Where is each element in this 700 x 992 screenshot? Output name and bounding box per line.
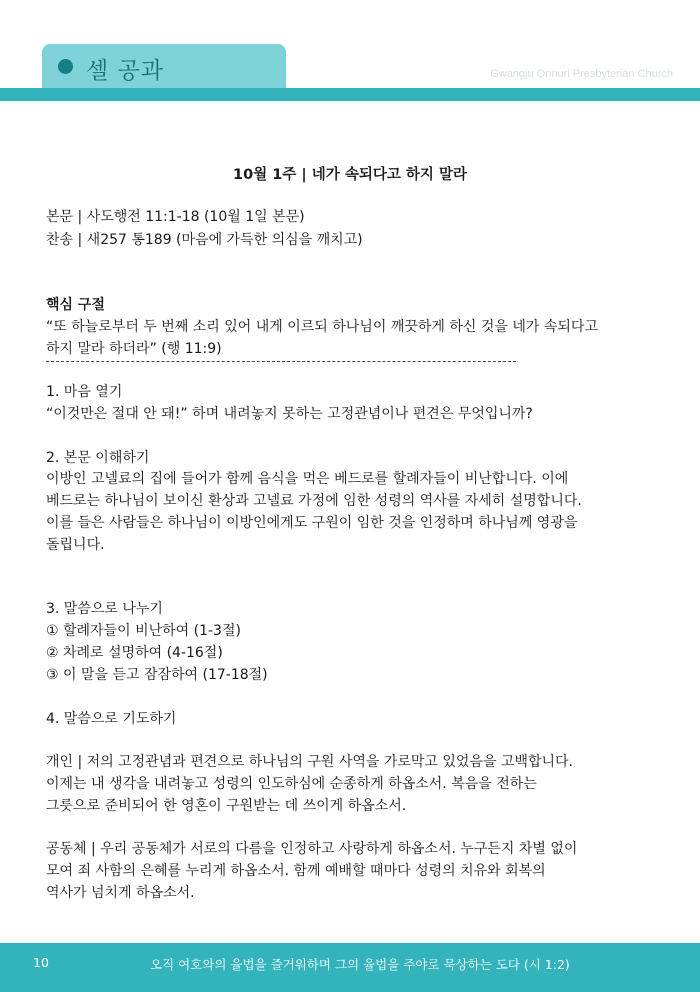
section-text: 돌립니다. bbox=[46, 537, 105, 553]
church-name: Gwangju Onnuri Presbyterian Church bbox=[490, 68, 673, 80]
header-tab bbox=[42, 44, 286, 90]
section-heading: 1. 마음 열기 bbox=[46, 384, 123, 400]
footer-bar bbox=[0, 943, 700, 992]
section-heading: 4. 말씀으로 기도하기 bbox=[46, 711, 177, 727]
section-text: 이를 들은 사람들은 하나님이 이방인에게도 구원이 임한 것을 인정하며 하나님께 영광을 bbox=[46, 515, 578, 531]
bullet-dot-icon bbox=[58, 59, 73, 74]
prayer-personal-line: 개인 | 저의 고정관념과 편견으로 하나님의 구원 사역을 가로막고 있었음을 고백합니다. bbox=[46, 754, 574, 770]
lesson-title: 10월 1주 | 네가 속되다고 하지 말라 bbox=[233, 167, 467, 183]
section-heading: 2. 본문 이해하기 bbox=[46, 450, 150, 466]
section-text: 이방인 고넬료의 집에 들어가 함께 음식을 먹은 베드로를 할례자들이 비난합니다. 이에 bbox=[46, 471, 569, 487]
dashed-divider bbox=[46, 361, 516, 362]
list-item: ② 차례로 설명하여 (4-16절) bbox=[46, 645, 223, 661]
key-verse-heading: 핵심 구절 bbox=[46, 297, 105, 313]
page-number: 10 bbox=[33, 955, 49, 970]
section-heading: 3. 말씀으로 나누기 bbox=[46, 601, 163, 617]
key-verse-line: 하지 말라 하더라” (행 11:9) bbox=[46, 341, 222, 357]
section-text: “이것만은 절대 안 돼!” 하며 내려놓지 못하는 고정관념이나 편견은 무엇입니까? bbox=[46, 406, 533, 422]
header-title: 셀 공과 bbox=[86, 58, 164, 84]
prayer-community-line: 공동체 | 우리 공동체가 서로의 다름을 인정하고 사랑하게 하옵소서. 누구든지 차별 없이 bbox=[46, 841, 578, 857]
key-verse-line: “또 하늘로부터 두 번째 소리 있어 내게 이르되 하나님이 깨끗하게 하신 것을 네가 속되다고 bbox=[46, 319, 598, 335]
prayer-personal-line: 이제는 내 생각을 내려놓고 성령의 인도하심에 순종하게 하옵소서. 복음을 전하는 bbox=[46, 776, 537, 792]
list-item: ① 할례자들이 비난하여 (1-3절) bbox=[46, 623, 241, 639]
prayer-community-line: 모여 죄 사함의 은혜를 누리게 하옵소서. 함께 예배할 때마다 성령의 치유와 회복의 bbox=[46, 863, 546, 879]
prayer-community-line: 역사가 넘치게 하옵소서. bbox=[46, 885, 195, 901]
footer-verse: 오직 여호와의 율법을 즐거워하며 그의 율법을 주야로 묵상하는 도다 (시 1:2) bbox=[150, 957, 570, 972]
list-item: ③ 이 말을 듣고 잠잠하여 (17-18절) bbox=[46, 667, 268, 683]
scripture-line: 본문 | 사도행전 11:1-18 (10월 1일 본문) bbox=[46, 209, 305, 225]
prayer-personal-line: 그릇으로 준비되어 한 영혼이 구원받는 데 쓰이게 하옵소서. bbox=[46, 798, 407, 814]
header-bar bbox=[0, 88, 700, 101]
hymn-line: 찬송 | 새257 통189 (마음에 가득한 의심을 깨치고) bbox=[46, 232, 363, 248]
section-text: 베드로는 하나님이 보이신 환상과 고넬료 가정에 임한 성령의 역사를 자세히 설명합니다. bbox=[46, 493, 582, 509]
